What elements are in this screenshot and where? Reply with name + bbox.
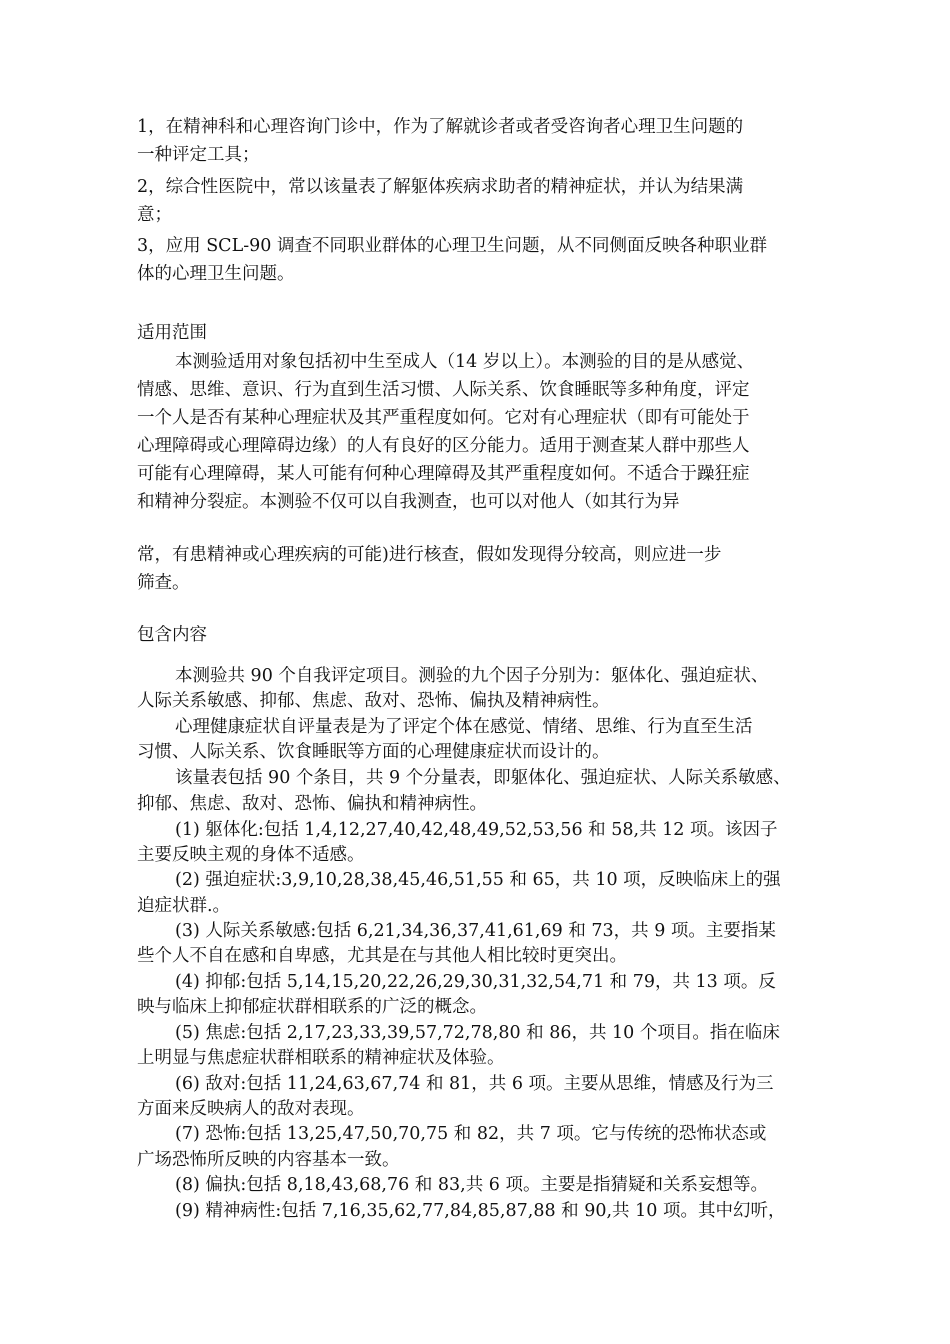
factor-7-line-1: (7) 恐怖:包括 13,25,47,50,70,75 和 82，共 7 项。它与传统的恐怖状态或 [175,1124,767,1144]
factor-2-line-1: (2) 强迫症状:3,9,10,28,38,45,46,51,55 和 65，共 10 项，反映临床上的强 [175,870,781,890]
factor-7-line-2: 广场恐怖所反映的内容基本一致。 [137,1150,400,1170]
scope-line-7: 常，有患精神或心理疾病的可能)进行核查，假如发现得分较高，则应进一步 [137,545,722,565]
factor-5-line-2: 上明显与焦虑症状群相联系的精神症状及体验。 [137,1048,505,1068]
scope-heading: 适用范围 [137,323,207,343]
content-p3-line-1: 该量表包括 90 个条目，共 9 个分量表，即躯体化、强迫症状、人际关系敏感、 [175,768,791,788]
scope-line-1: 本测验适用对象包括初中生至成人（14 岁以上）。本测验的目的是从感觉、 [175,352,755,372]
content-heading: 包含内容 [137,625,207,645]
content-p2-line-2: 习惯、人际关系、饮食睡眠等方面的心理健康症状而设计的。 [137,742,610,762]
scope-line-2: 情感、思维、意识、行为直到生活习惯、人际关系、饮食睡眠等多种角度，评定 [137,380,750,400]
content-p3-line-2: 抑郁、焦虑、敌对、恐怖、偏执和精神病性。 [137,794,487,814]
factor-6-line-1: (6) 敌对:包括 11,24,63,67,74 和 81，共 6 项。主要从思维，情感及行为三 [175,1074,774,1094]
scope-line-6: 和精神分裂症。本测验不仅可以自我测查，也可以对他人（如其行为异 [137,492,680,512]
factor-4-line-2: 映与临床上抑郁症状群相联系的广泛的概念。 [137,997,487,1017]
scope-line-8: 筛查。 [137,573,190,593]
scope-line-3: 一个人是否有某种心理症状及其严重程度如何。它对有心理症状（即有可能处于 [137,408,750,428]
content-p2-line-1: 心理健康症状自评量表是为了评定个体在感觉、情绪、思维、行为直至生活 [175,717,753,737]
intro-line-4: 意； [137,205,172,225]
factor-1-line-2: 主要反映主观的身体不适感。 [137,845,365,865]
intro-line-6: 体的心理卫生问题。 [137,264,295,284]
factor-1-line-1: (1) 躯体化:包括 1,4,12,27,40,42,48,49,52,53,56 和 58,共 12 项。该因子 [175,820,778,840]
content-p1-line-2: 人际关系敏感、抑郁、焦虑、敌对、恐怖、偏执及精神病性。 [137,691,610,711]
factor-3-line-1: (3) 人际关系敏感:包括 6,21,34,36,37,41,61,69 和 73，共 9 项。主要指某 [175,921,776,941]
intro-line-5: 3，应用 SCL-90 调查不同职业群体的心理卫生问题，从不同侧面反映各种职业群 [137,236,767,256]
intro-line-2: 一种评定工具； [137,145,260,165]
factor-6-line-2: 方面来反映病人的敌对表现。 [137,1099,365,1119]
intro-line-1: 1，在精神科和心理咨询门诊中，作为了解就诊者或者受咨询者心理卫生问题的 [137,117,744,137]
scope-line-4: 心理障碍或心理障碍边缘）的人有良好的区分能力。适用于测查某人群中那些人 [137,436,750,456]
content-p1-line-1: 本测验共 90 个自我评定项目。测验的九个因子分别为：躯体化、强迫症状、 [175,666,769,686]
scope-line-5: 可能有心理障碍，某人可能有何种心理障碍及其严重程度如何。不适合于躁狂症 [137,464,750,484]
factor-3-line-2: 些个人不自在感和自卑感，尤其是在与其他人相比较时更突出。 [137,946,627,966]
factor-9-line-1: (9) 精神病性:包括 7,16,35,62,77,84,85,87,88 和 90,共 10 项。其中幻听， [175,1201,786,1221]
intro-line-3: 2，综合性医院中，常以该量表了解躯体疾病求助者的精神症状，并认为结果满 [137,177,744,197]
factor-5-line-1: (5) 焦虑:包括 2,17,23,33,39,57,72,78,80 和 86，共 10 个项目。指在临床 [175,1023,780,1043]
factor-4-line-1: (4) 抑郁:包括 5,14,15,20,22,26,29,30,31,32,54,71 和 79，共 13 项。反 [175,972,776,992]
factor-2-line-2: 迫症状群.。 [137,896,231,916]
factor-8-line-1: (8) 偏执:包括 8,18,43,68,76 和 83,共 6 项。主要是指猜疑和关系妄想等。 [175,1175,768,1195]
